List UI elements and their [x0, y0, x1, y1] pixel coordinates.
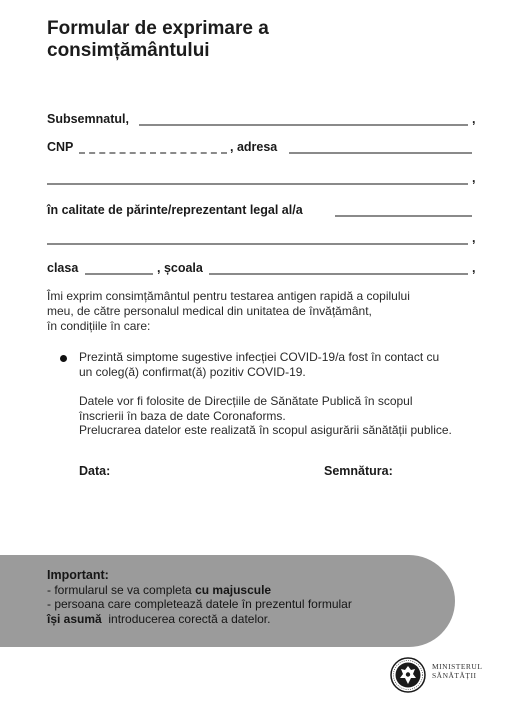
- ministry-line-2: SĂNĂTĂȚII: [432, 671, 477, 680]
- important-line-3-text: introducerea corectă a datelor.: [101, 611, 271, 626]
- condition-bullet: [79, 350, 489, 380]
- comma: ,: [472, 171, 476, 185]
- important-line-2: - persoana care completează datele în prezentul formular: [47, 597, 352, 611]
- ministry-line-1: MINISTERUL: [432, 662, 483, 671]
- bullet-icon: [60, 355, 67, 362]
- scoala-label: , școala: [157, 261, 203, 275]
- adresa-continuation-field[interactable]: [47, 183, 468, 185]
- consent-line-2: meu, de către personalul medical din unitatea de învățământ,: [47, 304, 372, 318]
- info-line-2: înscrierii în baza de date Coronaforms.: [79, 408, 286, 423]
- info-line-3: Prelucrarea datelor este realizată în scopul asigurării sănătății publice.: [79, 423, 452, 437]
- cnp-field[interactable]: [79, 152, 227, 154]
- data-usage-paragraph: [79, 394, 499, 438]
- cnp-row: [47, 139, 487, 155]
- copil-row: [47, 230, 487, 246]
- clasa-field[interactable]: [85, 273, 153, 275]
- condition-line-2: un coleg(ă) confirmat(ă) pozitiv COVID-19.: [79, 365, 306, 379]
- comma: ,: [472, 231, 476, 245]
- condition-line-1: Prezintă simptome sugestive infecției COVID-19/a fost în contact cu: [79, 350, 440, 364]
- adresa-label: , adresa: [230, 140, 278, 154]
- important-title: Important:: [47, 568, 109, 582]
- important-content: [47, 568, 427, 626]
- comma: ,: [472, 261, 476, 275]
- clasa-scoala-row: [47, 260, 487, 276]
- consent-paragraph: [47, 289, 477, 334]
- ministry-name: [432, 662, 512, 680]
- page-title: [47, 18, 347, 62]
- subsemnatul-label: Subsemnatul,: [47, 112, 129, 126]
- title-line-2: consimțământului: [47, 40, 210, 61]
- title-line-1: Formular de exprimare a: [47, 18, 269, 39]
- important-line-1-bold: cu majuscule: [195, 582, 272, 597]
- clasa-label: clasa: [47, 261, 79, 275]
- data-label: Data:: [79, 464, 111, 478]
- calitate-field[interactable]: [335, 215, 472, 217]
- subsemnatul-field[interactable]: [139, 124, 468, 126]
- important-line-3: [47, 612, 427, 627]
- calitate-row: [47, 202, 487, 218]
- comma: ,: [472, 112, 476, 126]
- important-notice: [0, 555, 455, 647]
- important-line-1: [47, 583, 427, 598]
- consent-line-1: Îmi exprim consimțământul pentru testarea antigen rapidă a copilului: [47, 289, 410, 303]
- ministry-seal-icon: [390, 657, 426, 693]
- important-line-1-text: - formularul se va completa: [47, 582, 196, 597]
- semnatura-label: Semnătura:: [324, 464, 393, 478]
- important-line-3-bold: își asumă: [47, 611, 102, 626]
- subsemnatul-row: [47, 111, 487, 127]
- calitate-label: în calitate de părinte/reprezentant legal al/a: [47, 203, 303, 217]
- adresa-field[interactable]: [289, 152, 472, 154]
- cnp-label: CNP: [47, 140, 74, 154]
- adresa-continuation-row: [47, 170, 487, 186]
- info-line-1: Datele vor fi folosite de Direcțiile de Sănătate Publică în scopul: [79, 394, 413, 408]
- consent-line-3: în condițiile în care:: [47, 319, 151, 333]
- scoala-field[interactable]: [209, 273, 468, 275]
- copil-field[interactable]: [47, 243, 468, 245]
